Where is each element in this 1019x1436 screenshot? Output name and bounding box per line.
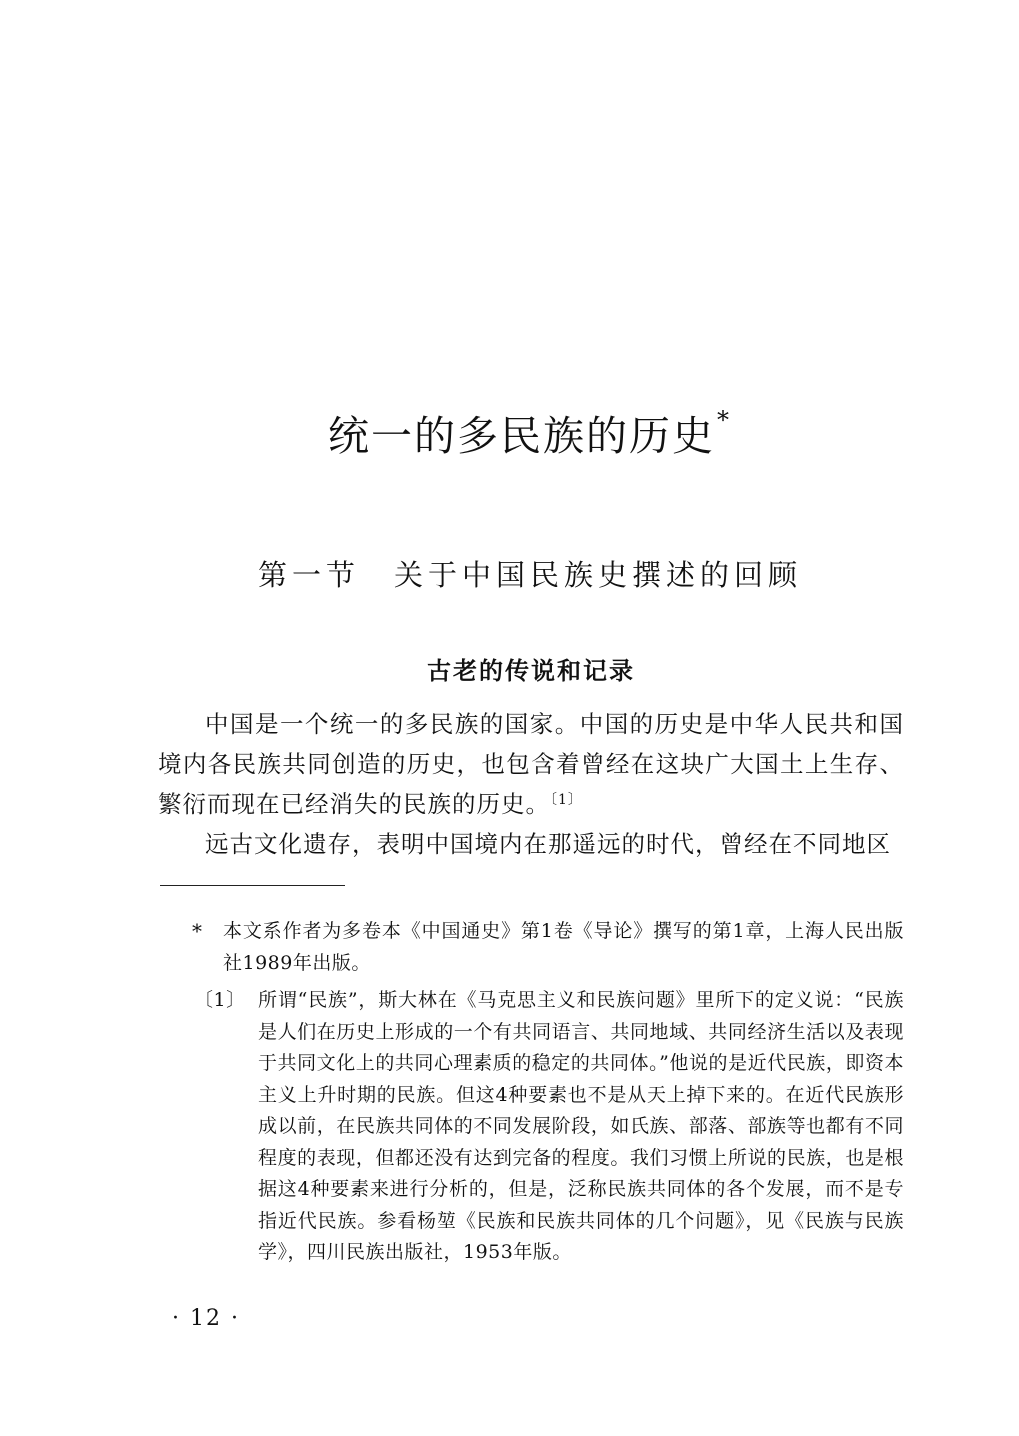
section-name: 关于中国民族史撰述的回顾 [394, 558, 803, 592]
paragraph [158, 704, 904, 824]
paragraph-text: 远古文化遗存，表明中国境内在那遥远的时代，曾经在不同地区 [205, 830, 891, 858]
section-number: 第一节 [258, 558, 361, 592]
paragraph [158, 824, 904, 864]
footnote-text: 所谓“民族”，斯大林在《马克思主义和民族问题》里所下的定义说：“民族是人们在历史上形成的一个有共同语言、共同地域、共同经济生活以及表现于共同文化上的共同心理素质的稳定的共同体。”他说的是近代民族，即资本主义上升时期的民族。但这4种要素也不是从天上掉下来的。在近代民族形成以前，在民族共同体的不同发展阶段，如氏族、部落、部族等也都有不同程度的表现，但都还没有达到完备的程度。我们习惯上所说的民族，也是根据这4种要素来进行分析的，但是，泛称民族共同体的各个发展，而不是专指近代民族。参看杨堃《民族和民族共同体的几个问题》，见《民族与民族学》，四川民族出版社，1953年版。 [258, 989, 904, 1263]
paragraph-text: 中国是一个统一的多民族的国家。中国的历史是中华人民共和国境内各民族共同创造的历史，也包含着曾经在这块广大国土上生存、繁衍而现在已经消失的民族的历史。 [158, 710, 904, 818]
footnote-mark: 〔1〕 [194, 989, 246, 1011]
body-text [158, 704, 904, 864]
footnote [190, 985, 904, 1269]
page-number: · 12 · [172, 1306, 240, 1331]
footnote-reference: 〔1〕 [550, 792, 583, 808]
footnote-text: 本文系作者为多卷本《中国通史》第1卷《导论》撰写的第1章，上海人民出版社1989年出版。 [223, 920, 904, 974]
chapter-title-text: 统一的多民族的历史 [328, 412, 715, 460]
footnote [190, 916, 904, 979]
section-heading [258, 553, 802, 594]
chapter-title-footnote-marker: * [717, 406, 731, 434]
footnote-mark: * [192, 919, 203, 943]
footnote-divider [160, 885, 345, 886]
footnotes [190, 916, 904, 1275]
chapter-title [0, 406, 1019, 461]
subsection-heading: 古老的传说和记录 [427, 657, 635, 685]
